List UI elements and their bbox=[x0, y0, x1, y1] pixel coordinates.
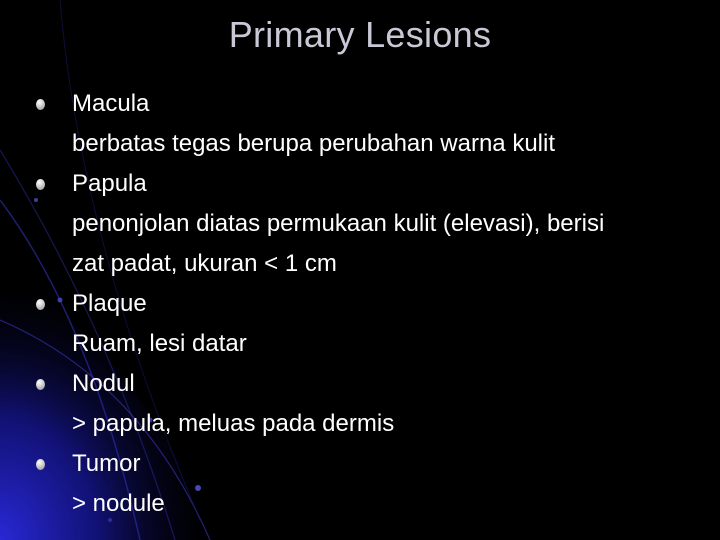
bullet-dot-icon bbox=[36, 459, 45, 470]
bullet-description: Ruam, lesi datar bbox=[72, 330, 247, 357]
bullet-item-papula bbox=[0, 164, 700, 284]
bullet-term: Papula bbox=[72, 170, 147, 197]
bullet-term: Plaque bbox=[72, 290, 147, 317]
bullet-dot-icon bbox=[36, 299, 45, 310]
bullet-term: Nodul bbox=[72, 370, 135, 397]
bullet-description: penonjolan diatas permukaan kulit (elevasi), berisi zat padat, ukuran < 1 cm bbox=[72, 210, 605, 277]
slide-title: Primary Lesions bbox=[228, 14, 492, 55]
bullet-item-tumor bbox=[0, 444, 700, 524]
bullet-list bbox=[0, 84, 700, 524]
bullet-term: Macula bbox=[72, 90, 150, 117]
bullet-term: Tumor bbox=[72, 450, 141, 477]
bullet-description: > papula, meluas pada dermis bbox=[72, 410, 395, 437]
bullet-dot-icon bbox=[36, 379, 45, 390]
bullet-description: berbatas tegas berupa perubahan warna kulit bbox=[72, 130, 555, 157]
bullet-item-plaque bbox=[0, 284, 700, 364]
bullet-dot-icon bbox=[36, 179, 45, 190]
bullet-description: > nodule bbox=[72, 490, 165, 517]
bullet-item-nodul bbox=[0, 364, 700, 444]
bullet-item-macula bbox=[0, 84, 700, 164]
bullet-dot-icon bbox=[36, 99, 45, 110]
